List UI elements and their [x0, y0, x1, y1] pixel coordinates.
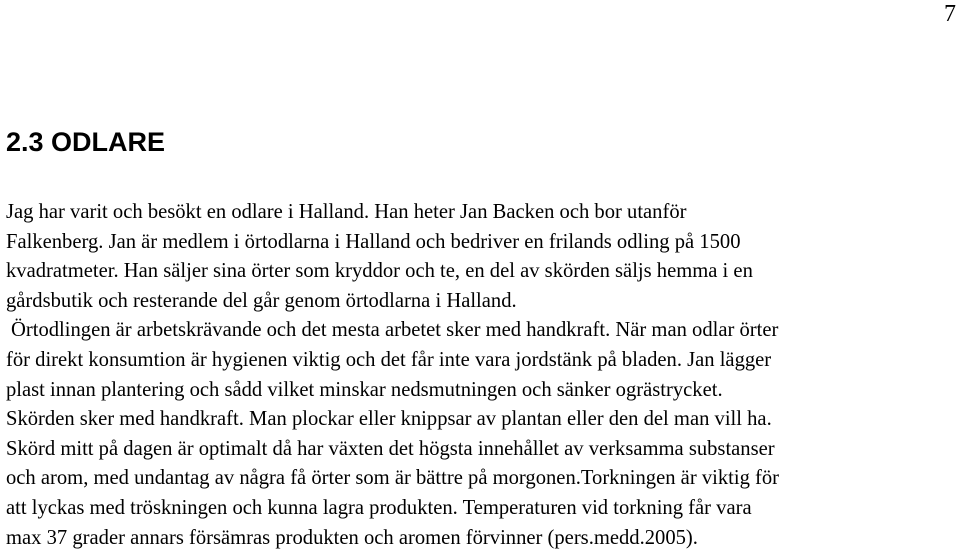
text-line: kvadratmeter. Han säljer sina örter som kryddor och te, en del av skörden säljs hemma i en [6, 260, 753, 283]
page-number: 7 [944, 1, 956, 27]
text-line: Skörd mitt på dagen är optimalt då har växten det högsta innehållet av verksamma substanser [6, 437, 775, 460]
text-line: Jag har varit och besökt en odlare i Halland. Han heter Jan Backen och bor utanför [6, 201, 687, 223]
text-line: plast innan plantering och sådd vilket minskar nedsmutningen och sänker ogrästrycket. [6, 378, 723, 401]
text-line: max 37 grader annars försämras produkten och aromen förvinner (pers.medd.2005). [6, 526, 698, 549]
text-line: Falkenberg. Jan är medlem i örtodlarna i Halland och bedriver en frilands odling på 1500 [6, 230, 741, 253]
text-line: att lyckas med tröskningen och kunna lagra produkten. Temperaturen vid torkning får vara [6, 496, 752, 519]
text-line: Skörden sker med handkraft. Man plockar eller knippsar av plantan eller den del man vill ha. [6, 408, 772, 431]
text-line: gårdsbutik och resterande del går genom örtodlarna i Halland. [6, 289, 517, 312]
body-text [6, 198, 960, 553]
section-heading: 2.3 ODLARE [6, 127, 166, 157]
text-line: för direkt konsumtion är hygienen viktig och det får inte vara jordstänk på bladen. Jan lägger [6, 348, 772, 371]
text-line: Örtodlingen är arbetskrävande och det mesta arbetet sker med handkraft. När man odlar örter [11, 319, 779, 342]
text-line: och arom, med undantag av några få örter som är bättre på morgonen.Torkningen är viktig för [6, 467, 780, 490]
